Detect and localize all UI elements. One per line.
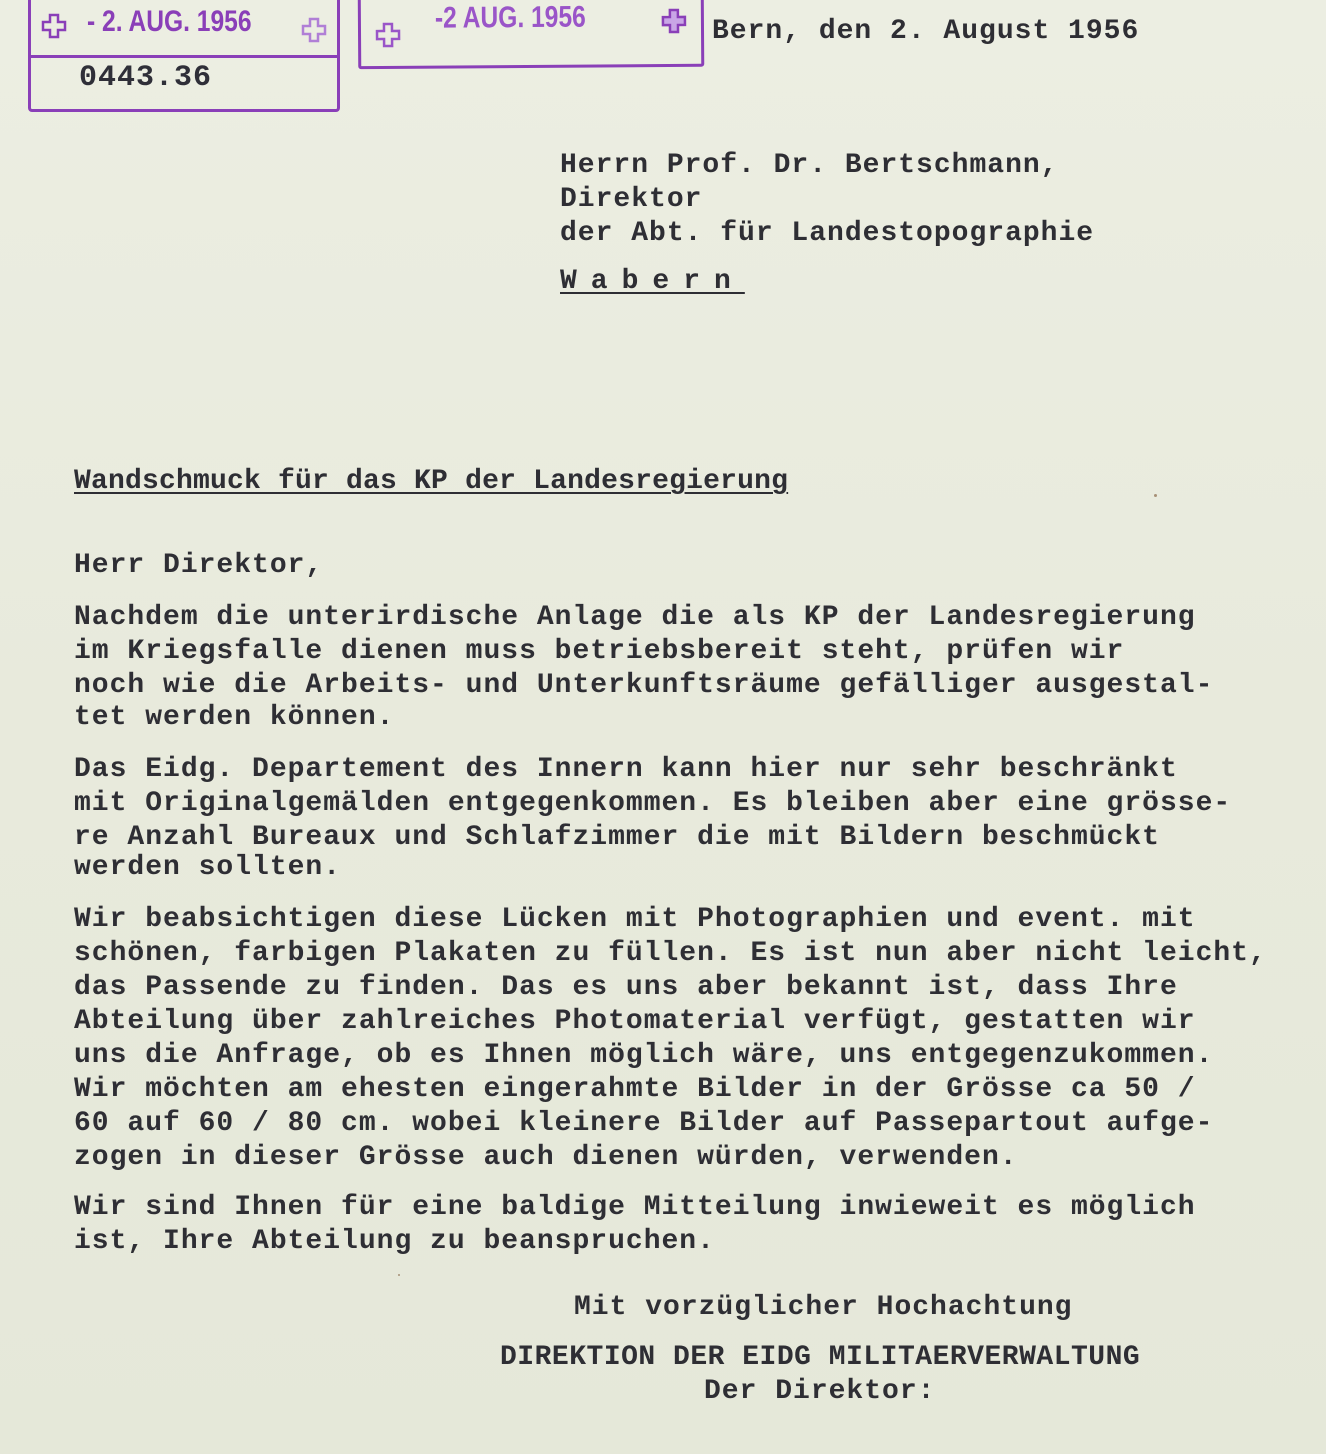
sender-title: Der Direktor: <box>704 1376 936 1407</box>
closing-formula: Mit vorzüglicher Hochachtung <box>574 1292 1073 1323</box>
salutation: Herr Direktor, <box>74 550 324 581</box>
paper-speck <box>1154 494 1157 497</box>
paragraph-line: uns die Anfrage, ob es Ihnen möglich wäre, uns entgegenzukommen. <box>74 1040 1214 1071</box>
swiss-cross-icon <box>301 17 327 43</box>
paragraph-line: Das Eidg. Departement des Innern kann hier nur sehr beschränkt <box>74 754 1178 785</box>
recipient-title: Direktor <box>560 184 703 215</box>
stamp-date: - 2. AUG. 1956 <box>87 5 252 38</box>
swiss-cross-icon <box>41 13 67 39</box>
recipient-city: Wabern <box>560 266 745 297</box>
paragraph-line: das Passende zu finden. Das es uns aber bekannt ist, dass Ihre <box>74 972 1178 1003</box>
paragraph-line: noch wie die Arbeits- und Unterkunftsräume gefälliger ausgestal- <box>74 670 1214 701</box>
recipient-department: der Abt. für Landestopographie <box>560 218 1095 249</box>
sender-organization: DIREKTION DER EIDG MILITAERVERWALTUNG <box>500 1342 1141 1373</box>
paragraph-line: im Kriegsfalle dienen muss betriebsbereit steht, prüfen wir <box>74 636 1125 667</box>
place-and-date: Bern, den 2. August 1956 <box>712 16 1140 47</box>
paragraph-line: zogen in dieser Grösse auch dienen würden, verwenden. <box>74 1142 1018 1173</box>
paragraph-line: Nachdem die unterirdische Anlage die als KP der Landesregierung <box>74 602 1196 633</box>
paragraph-line: tet werden können. <box>74 702 395 733</box>
letter-subject: Wandschmuck für das KP der Landesregierung <box>74 466 789 497</box>
paragraph-line: schönen, farbigen Plakaten zu füllen. Es ist nun aber nicht leicht, <box>74 938 1267 969</box>
date-stamp-secondary <box>358 0 705 69</box>
date-stamp-received <box>28 0 340 112</box>
paragraph-line: werden sollten. <box>74 852 342 883</box>
swiss-cross-icon <box>375 22 401 48</box>
paper-speck <box>398 1274 400 1276</box>
paragraph-line: Wir sind Ihnen für eine baldige Mitteilung inwieweit es möglich <box>74 1192 1196 1223</box>
paragraph-line: Wir möchten am ehesten eingerahmte Bilder in der Grösse ca 50 / <box>74 1074 1196 1105</box>
paragraph-line: ist, Ihre Abteilung zu beanspruchen. <box>74 1226 715 1257</box>
paragraph-line: Abteilung über zahlreiches Photomaterial verfügt, gestatten wir <box>74 1006 1196 1037</box>
paragraph-line: Wir beabsichtigen diese Lücken mit Photographien und event. mit <box>74 904 1196 935</box>
paragraph-line: mit Originalgemälden entgegenkommen. Es bleiben aber eine grösse- <box>74 788 1232 819</box>
stamp-date: -2 AUG. 1956 <box>434 0 586 35</box>
recipient-name: Herrn Prof. Dr. Bertschmann, <box>560 150 1059 181</box>
paragraph-line: re Anzahl Bureaux und Schlafzimmer die mit Bildern beschmückt <box>74 822 1160 853</box>
paragraph-line: 60 auf 60 / 80 cm. wobei kleinere Bilder auf Passepartout aufge- <box>74 1108 1214 1139</box>
stamp-reference-number: 0443.36 <box>79 61 213 95</box>
swiss-cross-icon <box>661 8 687 34</box>
